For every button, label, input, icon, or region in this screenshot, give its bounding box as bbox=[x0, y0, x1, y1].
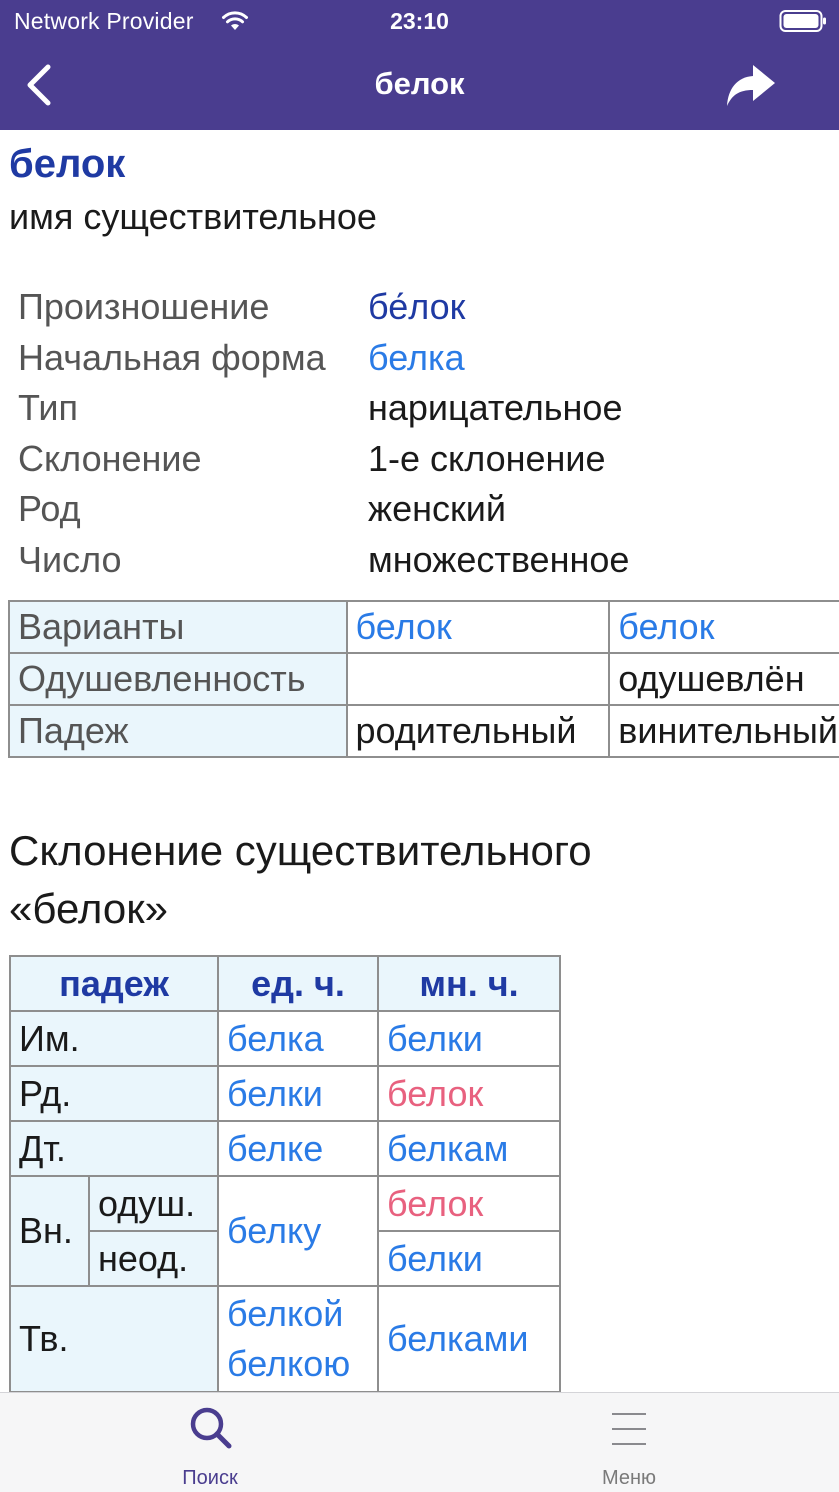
table-row bbox=[9, 601, 839, 653]
table-cell: винительный bbox=[609, 705, 839, 757]
form-link[interactable]: белки bbox=[378, 1231, 560, 1286]
form-link[interactable]: белкою bbox=[227, 1343, 351, 1384]
form-link[interactable]: белка bbox=[218, 1011, 378, 1066]
form-link-highlighted[interactable]: белок bbox=[378, 1066, 560, 1121]
form-link[interactable]: белкой bbox=[227, 1293, 344, 1334]
variant-link[interactable]: белок bbox=[609, 601, 839, 653]
form-link[interactable]: белками bbox=[378, 1286, 560, 1392]
property-row bbox=[18, 282, 629, 333]
nav-title: белок bbox=[374, 66, 465, 101]
case-subname: одуш. bbox=[89, 1176, 218, 1231]
property-label: Тип bbox=[18, 387, 79, 429]
case-name: Вн. bbox=[10, 1176, 89, 1286]
property-label: Число bbox=[18, 538, 122, 580]
property-label: Склонение bbox=[18, 437, 202, 479]
tab-label: Поиск bbox=[182, 1467, 238, 1489]
search-icon bbox=[188, 1405, 234, 1451]
variants-table bbox=[8, 600, 839, 758]
table-header-row bbox=[10, 956, 560, 1011]
property-row bbox=[18, 383, 629, 434]
properties-list bbox=[18, 282, 629, 585]
property-value: женский bbox=[368, 488, 506, 530]
table-row bbox=[10, 1286, 560, 1392]
property-label: Род bbox=[18, 488, 81, 530]
header-case: падеж bbox=[10, 956, 218, 1011]
tab-menu[interactable] bbox=[529, 1393, 729, 1492]
case-subname: неод. bbox=[89, 1231, 218, 1286]
entry-content bbox=[0, 130, 839, 1392]
status-time: 23:10 bbox=[390, 8, 449, 34]
property-value: множественное bbox=[368, 538, 630, 580]
table-row bbox=[9, 705, 839, 757]
form-link[interactable]: белку bbox=[218, 1176, 378, 1286]
table-cell: родительный bbox=[347, 705, 610, 757]
form-link-highlighted[interactable]: белок bbox=[378, 1176, 560, 1231]
header-singular: ед. ч. bbox=[218, 956, 378, 1011]
variant-link[interactable]: белок bbox=[347, 601, 610, 653]
property-row bbox=[18, 434, 629, 485]
property-value: нарицательное bbox=[368, 387, 623, 429]
battery-icon bbox=[779, 9, 827, 33]
table-cell: одушевлён bbox=[609, 653, 839, 705]
case-name: Тв. bbox=[10, 1286, 218, 1392]
case-name: Дт. bbox=[10, 1121, 218, 1176]
case-name: Рд. bbox=[10, 1066, 218, 1121]
form-link[interactable]: белкам bbox=[378, 1121, 560, 1176]
table-row bbox=[9, 653, 839, 705]
menu-icon bbox=[607, 1405, 653, 1451]
form-cell bbox=[218, 1286, 378, 1392]
declension-table bbox=[9, 955, 561, 1392]
declension-title-line: «белок» bbox=[9, 885, 168, 932]
tab-label: Меню bbox=[601, 1467, 657, 1489]
headword: белок bbox=[9, 142, 126, 186]
property-row bbox=[18, 333, 629, 384]
animacy-label: Одушевленность bbox=[9, 653, 347, 705]
case-label: Падеж bbox=[9, 705, 347, 757]
property-label: Произношение bbox=[18, 286, 270, 328]
tab-search[interactable] bbox=[110, 1393, 310, 1492]
table-row bbox=[10, 1011, 560, 1066]
table-cell bbox=[347, 653, 610, 705]
variants-label: Варианты bbox=[9, 601, 347, 653]
share-arrow-icon[interactable] bbox=[722, 62, 778, 110]
initial-form-link[interactable]: белка bbox=[368, 336, 465, 378]
property-row bbox=[18, 535, 629, 586]
header-plural: мн. ч. bbox=[378, 956, 560, 1011]
table-row bbox=[10, 1066, 560, 1121]
tab-bar bbox=[0, 1392, 839, 1492]
form-link[interactable]: белки bbox=[378, 1011, 560, 1066]
table-row bbox=[10, 1121, 560, 1176]
property-value: 1-е склонение bbox=[368, 437, 606, 479]
form-link[interactable]: белки bbox=[218, 1066, 378, 1121]
navigation-bar bbox=[0, 0, 839, 130]
property-row bbox=[18, 484, 629, 535]
table-row bbox=[10, 1176, 560, 1231]
pronunciation-value: бе́лок bbox=[368, 286, 466, 328]
declension-title-line: Склонение существительного bbox=[9, 827, 592, 874]
case-name: Им. bbox=[10, 1011, 218, 1066]
property-label: Начальная форма bbox=[18, 336, 326, 378]
part-of-speech: имя существительное bbox=[9, 196, 377, 237]
form-link[interactable]: белке bbox=[218, 1121, 378, 1176]
network-provider: Network Provider bbox=[14, 8, 194, 34]
declension-title bbox=[9, 822, 592, 938]
